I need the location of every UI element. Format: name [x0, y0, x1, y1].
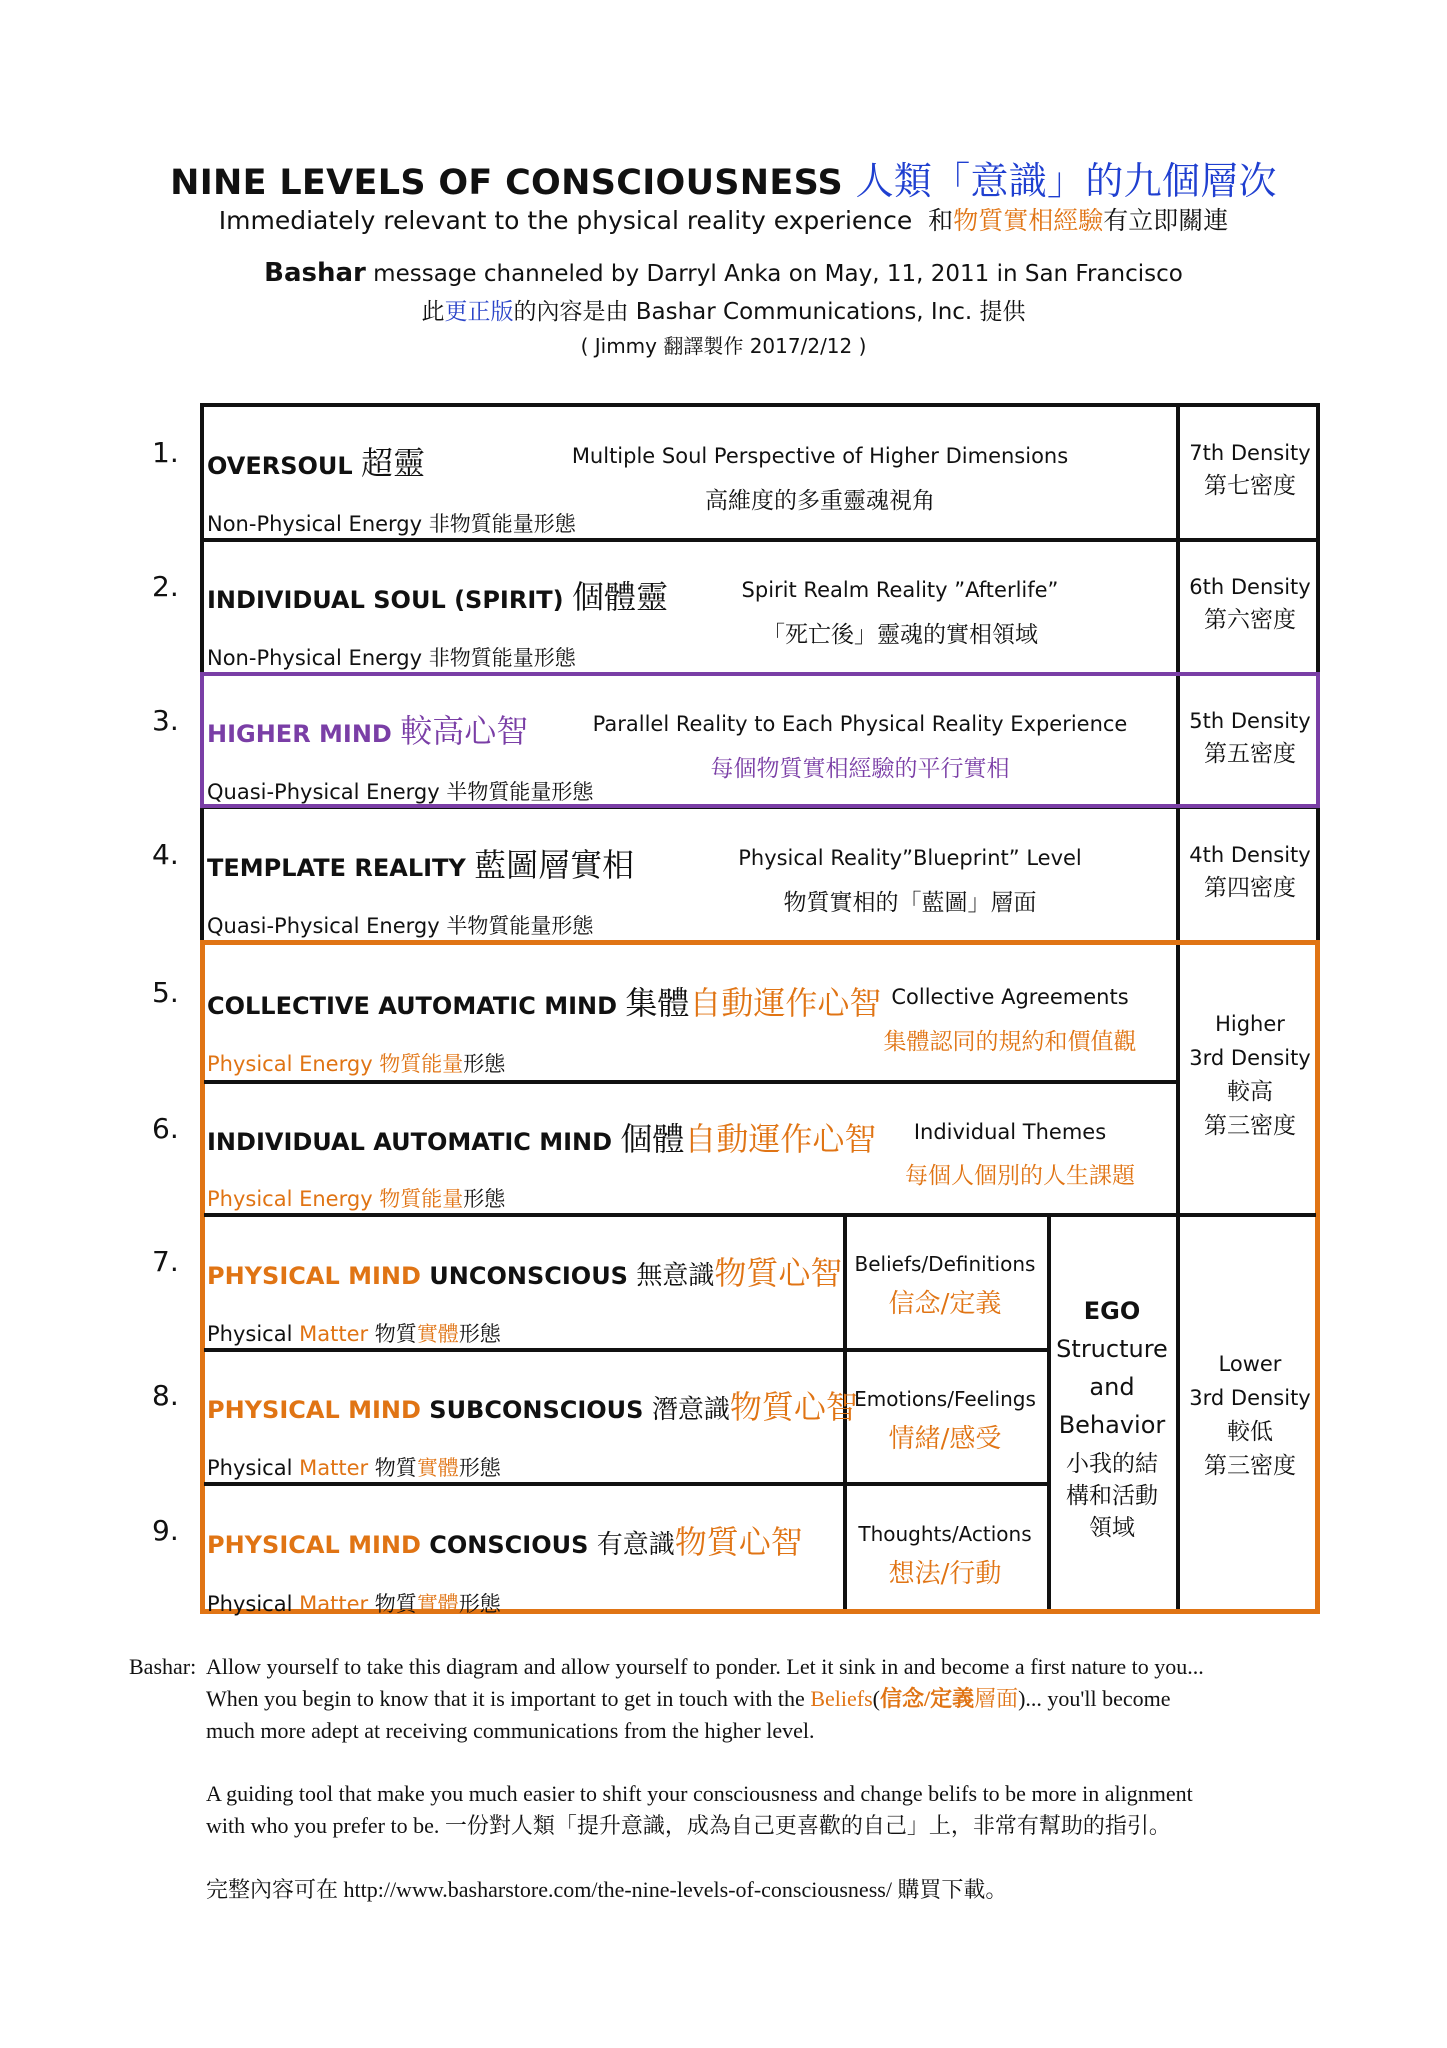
footer-link-line: 完整內容可在 http://www.basharstore.com/the-nine-levels-of-consciousness/ 購買下載。	[206, 1877, 1008, 1902]
row-divider-1	[200, 538, 1320, 542]
level-name: HIGHER MIND 較高心智	[207, 712, 529, 750]
level-name: OVERSOUL 超靈	[207, 444, 426, 482]
level-number: 6.	[152, 1112, 179, 1145]
page-title	[0, 150, 1447, 205]
level-description: Physical Reality”Blueprint” Level	[738, 846, 1082, 870]
level-description: Collective Agreements	[891, 985, 1129, 1009]
density-label: 4th Density 第四密度	[1189, 843, 1311, 901]
energy-type: Physical Matter 物質實體形態	[207, 1592, 501, 1616]
level-name: PHYSICAL MIND CONSCIOUS 有意識物質心智	[207, 1523, 803, 1561]
level-description-zh: 「死亡後」靈魂的實相領域	[762, 622, 1038, 648]
level-description: Spirit Realm Reality ”Afterlife”	[741, 578, 1059, 602]
row-divider-5	[204, 1080, 1176, 1084]
level-name: PHYSICAL MIND SUBCONSCIOUS 潛意識物質心智	[207, 1388, 858, 1426]
credit-line	[0, 258, 1447, 288]
footer-paragraph-1: Allow yourself to take this diagram and allow yourself to ponder. Let it sink in and become a first nature to you... When you begin to know that it is important to get in touch with the Beliefs(信念/定義層面)... you'll become much more adept at receiving communications from the higher level.	[206, 1654, 1204, 1743]
credit-name: Bashar	[264, 258, 366, 288]
level-number: 5.	[152, 976, 179, 1009]
row-divider-8	[204, 1482, 1051, 1486]
row-divider-6	[204, 1213, 1316, 1217]
level-number: 4.	[152, 838, 179, 871]
ego-aspect-label: Emotions/Feelings	[854, 1387, 1036, 1411]
footer-label: Bashar:	[129, 1654, 197, 1679]
credit-rest: message channeled by Darryl Anka on May, 11, 2011 in San Francisco	[365, 261, 1183, 287]
level-description: Multiple Soul Perspective of Higher Dimensions	[571, 444, 1069, 468]
density-label-higher-3rd: Higher 3rd Density 較高 第三密度	[1189, 1012, 1311, 1139]
footer-paragraph-2: A guiding tool that make you much easier to shift your consciousness and change belifs to be more in alignment with who you prefer to be. 一份對人類「提升意識，成為自己更喜歡的自己」上，非常有幫助的指引。	[206, 1781, 1193, 1838]
level-name: PHYSICAL MIND UNCONSCIOUS 無意識物質心智	[207, 1254, 843, 1292]
revision-line	[0, 293, 1447, 326]
energy-type: Physical Matter 物質實體形態	[207, 1456, 501, 1480]
level-number: 7.	[152, 1245, 179, 1278]
energy-type: Physical Energy 物質能量形態	[207, 1052, 506, 1076]
level-name: COLLECTIVE AUTOMATIC MIND 集體自動運作心智	[207, 984, 882, 1022]
ego-aspect-label-zh: 想法/行動	[888, 1559, 1002, 1589]
level-number: 1.	[152, 436, 179, 469]
subtitle-zh-1: 和	[928, 206, 954, 235]
density-label-lower-3rd: Lower 3rd Density 較低 第三密度	[1189, 1352, 1311, 1479]
level-description: Individual Themes	[913, 1120, 1107, 1144]
ego-label: EGO Structure and Behavior	[1056, 1297, 1168, 1439]
level-number: 3.	[152, 704, 179, 737]
ego-aspect-label-zh: 信念/定義	[888, 1289, 1002, 1319]
energy-type: Non-Physical Energy 非物質能量形態	[207, 512, 576, 536]
level-name: INDIVIDUAL SOUL (SPIRIT) 個體靈	[207, 578, 668, 616]
revision-3: 的內容是由 Bashar Communications, Inc. 提供	[513, 299, 1026, 325]
table-top-border	[200, 403, 1320, 407]
level-number: 8.	[152, 1379, 179, 1412]
title-english: NINE LEVELS OF CONSCIOUSNESS	[170, 163, 844, 203]
level-number: 9.	[152, 1514, 179, 1547]
energy-type: Physical Matter 物質實體形態	[207, 1322, 501, 1346]
density-label: 7th Density 第七密度	[1189, 441, 1311, 499]
level-number: 2.	[152, 570, 179, 603]
energy-type: Physical Energy 物質能量形態	[207, 1187, 506, 1211]
level-description-zh: 每個人個別的人生課題	[905, 1163, 1135, 1189]
revision-1: 此	[421, 299, 445, 325]
level-description-zh: 每個物質實相經驗的平行實相	[710, 756, 1010, 782]
subtitle-english: Immediately relevant to the physical reality experience	[218, 206, 913, 235]
ego-label-zh: 小我的結 構和活動 領域	[1066, 1451, 1158, 1541]
subtitle-zh-2: 物質實相經驗	[953, 206, 1104, 235]
translator-line: ( Jimmy 翻譯製作 2017/2/12 )	[580, 334, 867, 358]
level-name: INDIVIDUAL AUTOMATIC MIND 個體自動運作心智	[207, 1120, 877, 1158]
density-label: 6th Density 第六密度	[1189, 575, 1311, 633]
level-description-zh: 物質實相的「藍圖」層面	[783, 890, 1037, 916]
energy-type: Non-Physical Energy 非物質能量形態	[207, 646, 576, 670]
level-name: TEMPLATE REALITY 藍圖層實相	[207, 846, 635, 884]
subtitle	[0, 201, 1447, 237]
ego-aspect-label-zh: 情緒/感受	[888, 1424, 1002, 1454]
level-description-zh: 高維度的多重靈魂視角	[705, 488, 935, 514]
energy-type: Quasi-Physical Energy 半物質能量形態	[207, 780, 594, 804]
row-divider-7	[204, 1348, 1051, 1352]
ego-aspect-label: Beliefs/Definitions	[854, 1252, 1036, 1276]
revision-2: 更正版	[444, 299, 514, 325]
ego-aspect-label: Thoughts/Actions	[858, 1522, 1032, 1546]
title-chinese: 人類「意識」的九個層次	[855, 159, 1277, 203]
level-description: Parallel Reality to Each Physical Reality Experience	[592, 712, 1128, 736]
energy-type: Quasi-Physical Energy 半物質能量形態	[207, 914, 594, 938]
level-description-zh: 集體認同的規約和價值觀	[883, 1029, 1137, 1055]
subtitle-zh-3: 有立即關連	[1103, 206, 1229, 235]
density-label: 5th Density 第五密度	[1189, 709, 1311, 767]
